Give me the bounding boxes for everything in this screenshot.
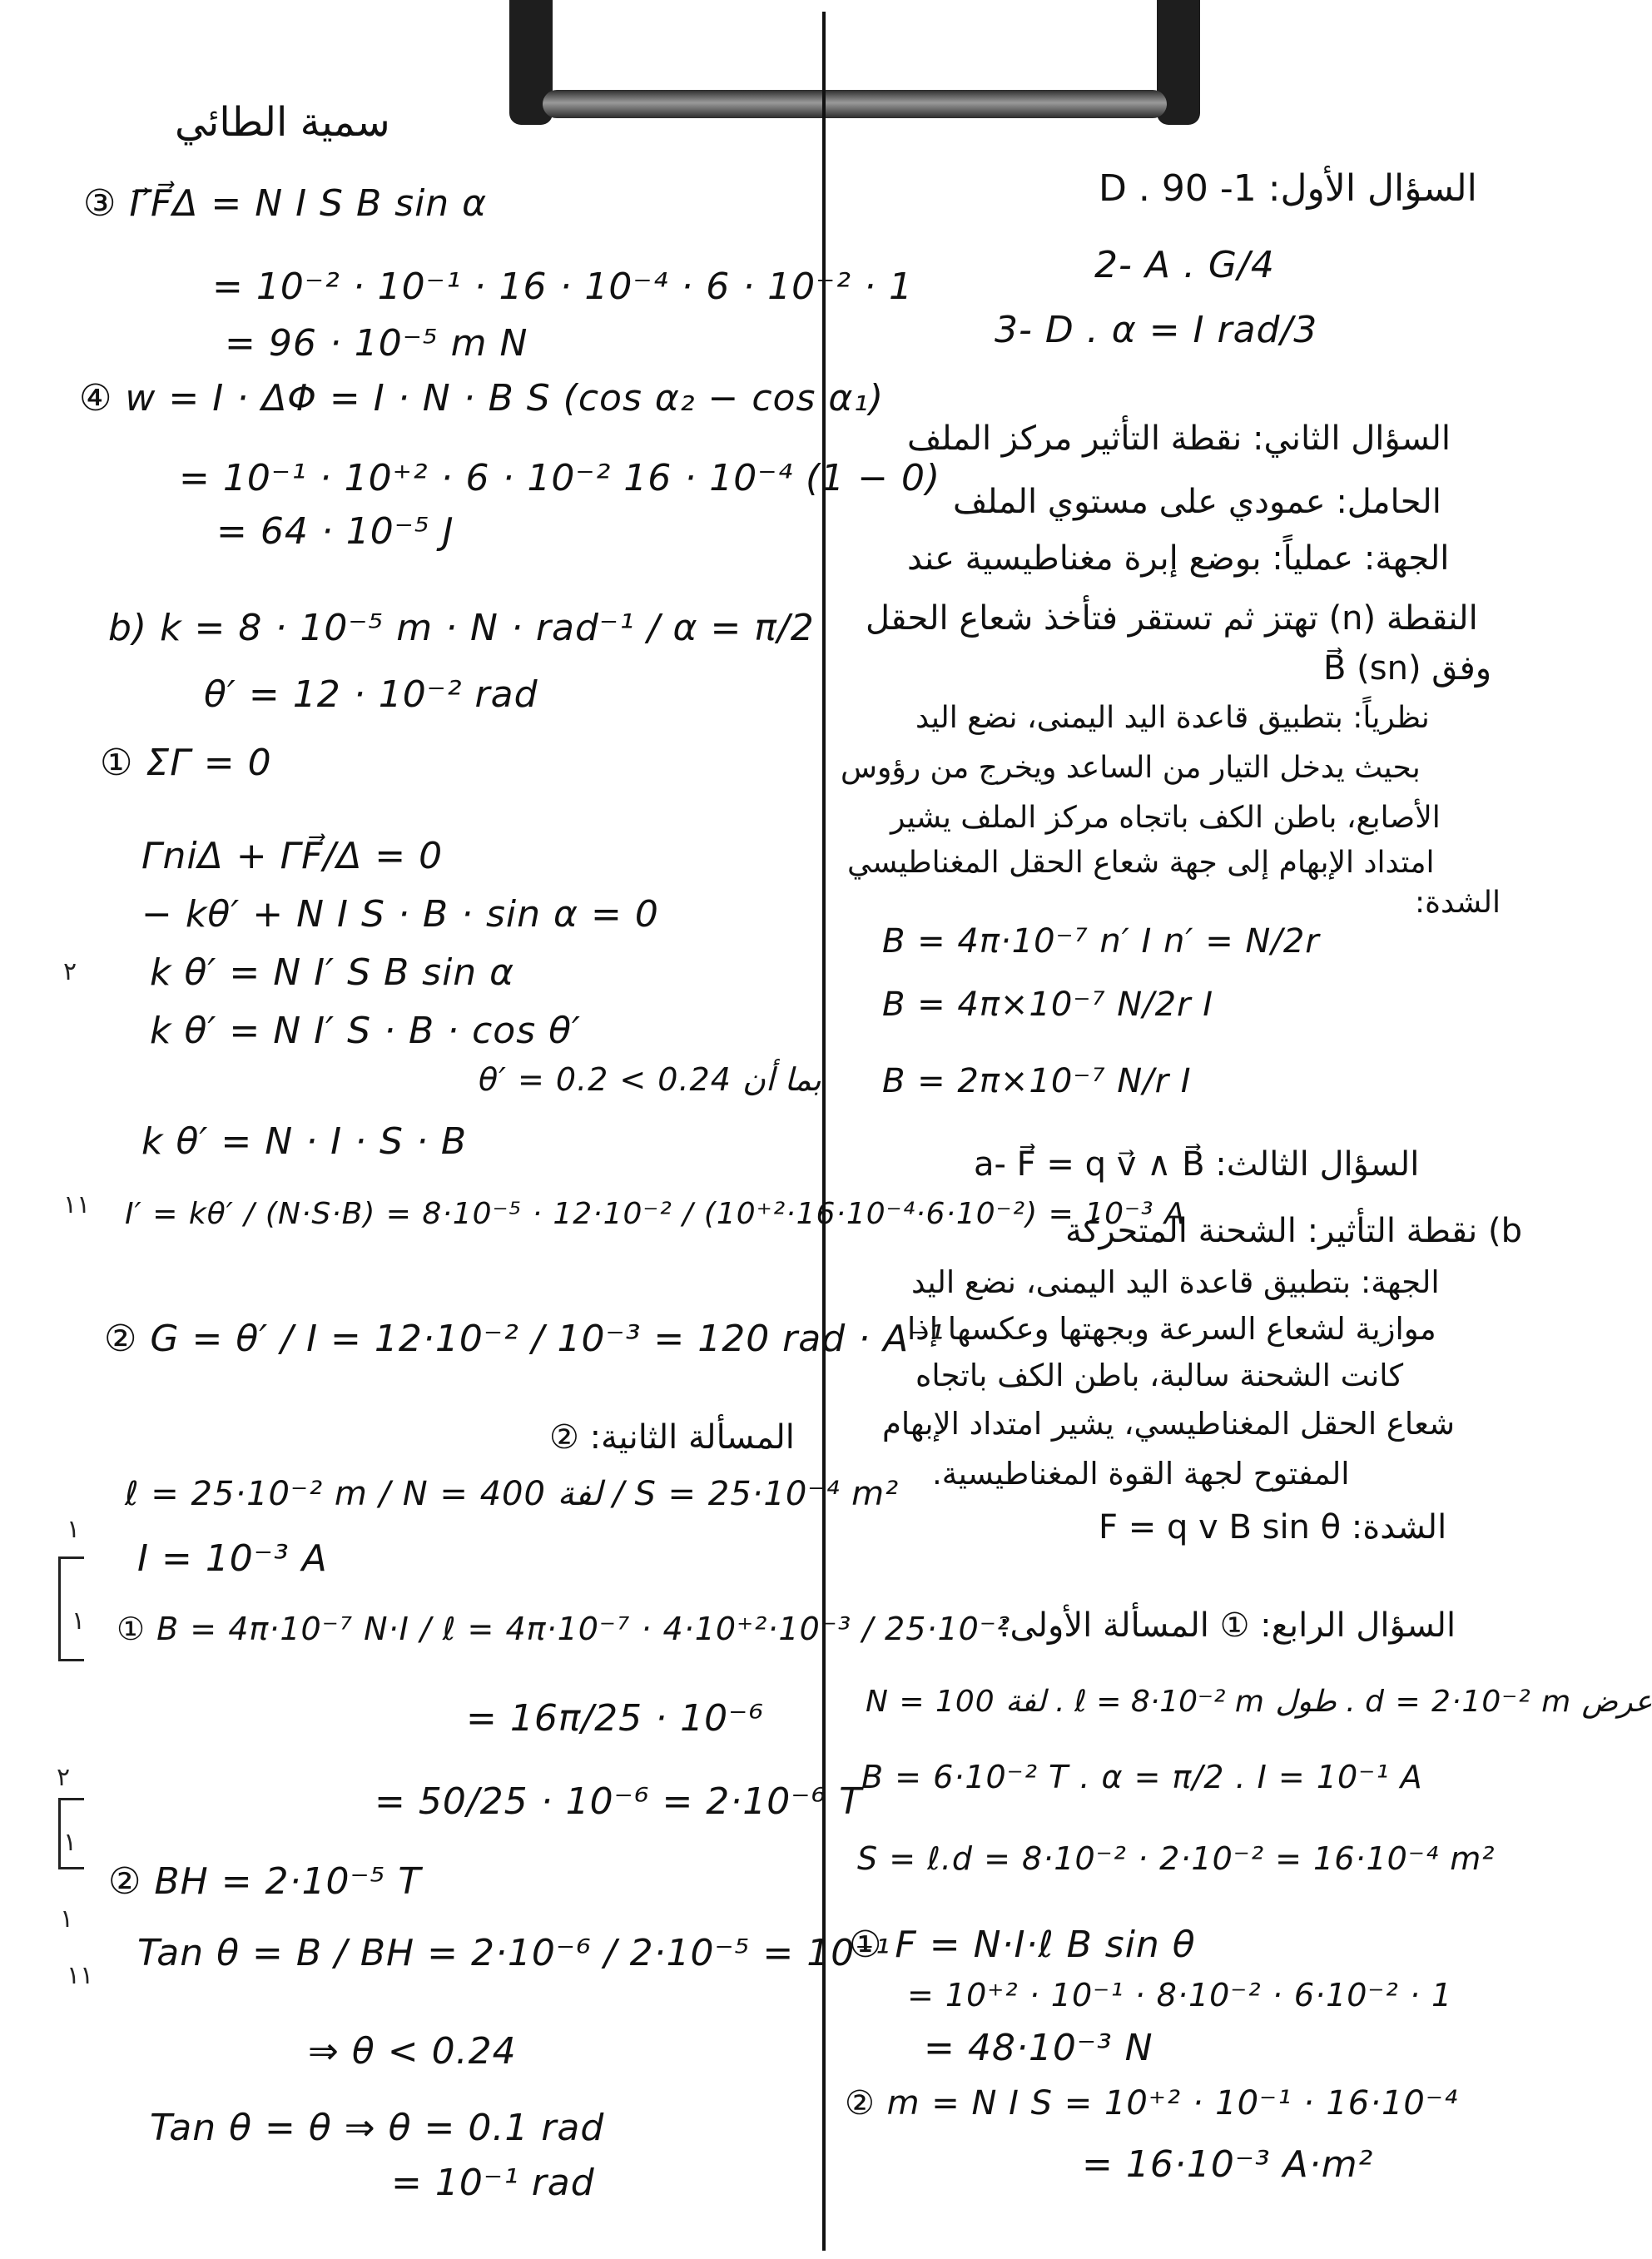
- right-line-7: النقطة (n) تهتز ثم تستقر فتأخذ شعاع الحقل: [866, 599, 1478, 638]
- right-line-26: N = 100 لفة . ℓ = 8·10⁻² m طول . d = 2·10⁻² m عرض: [866, 1685, 1652, 1719]
- right-line-22: شعاع الحقل المغناطيسي، يشير امتداد الإبهام: [882, 1406, 1456, 1442]
- margin-mark: ١١: [67, 1961, 94, 1990]
- right-line-4: السؤال الثاني: نقطة التأثير مركز الملف: [907, 420, 1451, 458]
- left-line-2: = 10⁻² · 10⁻¹ · 16 · 10⁻⁴ · 6 · 10⁻² · 1: [212, 266, 913, 308]
- right-line-29: ① F = N·I·ℓ B sin θ: [849, 1924, 1196, 1966]
- left-line-22: = 16π/25 · 10⁻⁶: [466, 1697, 764, 1740]
- left-line-1: ③ Γ⃗F⃗Δ = N I S B sin α: [83, 182, 488, 225]
- left-line-23: = 50/25 · 10⁻⁶ = 2·10⁻⁶ T: [375, 1780, 862, 1823]
- left-line-21: ① B = 4π·10⁻⁷ N·I / ℓ = 4π·10⁻⁷ · 4·10⁺²·10⁻³ / 25·10⁻²: [117, 1611, 1011, 1647]
- right-line-9: نظرياً: بتطبيق قاعدة اليد اليمنى، نضع اليد: [915, 701, 1430, 735]
- right-line-28: S = ℓ.d = 8·10⁻² · 2·10⁻² = 16·10⁻⁴ m²: [857, 1840, 1496, 1877]
- left-line-6: = 64 · 10⁻⁵ J: [216, 510, 454, 553]
- left-line-25: Tan θ = B / BH = 2·10⁻⁶ / 2·10⁻⁵ = 10⁻¹: [137, 1932, 891, 1974]
- clipboard-clip: [509, 0, 1200, 141]
- page-title: سمية الطائي: [175, 99, 390, 146]
- left-line-5: = 10⁻¹ · 10⁺² · 6 · 10⁻² 16 · 10⁻⁴ (1 − 0): [179, 457, 941, 499]
- right-line-30: = 10⁺² · 10⁻¹ · 8·10⁻² · 6·10⁻² · 1: [907, 1977, 1453, 2013]
- left-line-13: k θ′ = N I′ S · B · cos θ′: [150, 1010, 582, 1052]
- right-line-8: وفق (sn) B⃗: [1323, 649, 1492, 688]
- left-line-10: ΓniΔ + ΓF⃗/Δ = 0: [141, 835, 444, 877]
- left-line-7: b) k = 8 · 10⁻⁵ m · N · rad⁻¹ / α = π/2: [108, 607, 815, 649]
- left-line-14: θ′ = 0.2 < 0.24 بما أن: [479, 1061, 821, 1098]
- margin-mark: ١: [67, 1515, 81, 1544]
- right-line-23: المفتوح لجهة القوة المغناطيسية.: [932, 1456, 1350, 1492]
- right-line-18: b) نقطة التأثير: الشحنة المتحركة: [1065, 1212, 1522, 1250]
- margin-mark: ١١: [63, 1190, 91, 1219]
- margin-mark: ١: [60, 1904, 74, 1934]
- right-line-6: الجهة: عملياً: بوضع إبرة مغناطيسية عند: [907, 539, 1450, 578]
- right-line-14: B = 4π·10⁻⁷ n′ I n′ = N/2r: [882, 922, 1320, 961]
- right-line-19: الجهة: بتطبيق قاعدة اليد اليمنى، نضع اليد: [911, 1264, 1440, 1300]
- margin-mark: ١: [63, 1828, 77, 1857]
- right-line-31: = 48·10⁻³ N: [924, 2027, 1153, 2069]
- left-line-28: = 10⁻¹ rad: [391, 2162, 595, 2204]
- right-line-13: الشدة:: [1415, 886, 1501, 920]
- margin-mark: ١: [72, 1606, 86, 1636]
- right-line-21: كانت الشحنة سالبة، باطن الكف باتجاه: [915, 1358, 1404, 1393]
- margin-mark: ٢: [57, 1763, 71, 1792]
- margin-mark: ٢: [63, 957, 77, 986]
- right-line-1: السؤال الأول: 1- D . 90: [1099, 167, 1477, 210]
- left-line-16: I′ = kθ′ / (N·S·B) = 8·10⁻⁵ · 12·10⁻² / (10⁺²·16·10⁻⁴·6·10⁻²) = 10⁻³ A: [125, 1197, 1186, 1231]
- right-line-16: B = 2π×10⁻⁷ N/r I: [882, 1062, 1192, 1100]
- left-line-27: Tan θ = θ ⇒ θ = 0.1 rad: [150, 2107, 605, 2149]
- margin-bracket: [58, 1798, 84, 1869]
- right-line-24: الشدة: F = q v B sin θ: [1099, 1508, 1447, 1547]
- left-line-15: k θ′ = N · I · S · B: [141, 1120, 468, 1163]
- left-line-11: − kθ′ + N I S · B · sin α = 0: [141, 893, 659, 936]
- left-line-20: I = 10⁻³ A: [137, 1537, 328, 1580]
- right-line-2: 2- A . G/4: [1094, 244, 1275, 286]
- right-line-27: B = 6·10⁻² T . α = π/2 . I = 10⁻¹ A: [861, 1759, 1423, 1795]
- right-line-5: الحامل: عمودي على مستوي الملف: [953, 483, 1441, 521]
- left-line-26: ⇒ θ < 0.24: [308, 2030, 517, 2073]
- right-line-20: موازية لشعاع السرعة وبجهتها وعكسها إذا: [907, 1311, 1436, 1347]
- left-line-12: k θ′ = N I′ S B sin α: [150, 951, 515, 994]
- right-line-32: ② m = N I S = 10⁺² · 10⁻¹ · 16·10⁻⁴: [845, 2084, 1459, 2122]
- right-line-15: B = 4π×10⁻⁷ N/2r I: [882, 986, 1213, 1024]
- left-line-3: = 96 · 10⁻⁵ m N: [225, 322, 528, 365]
- margin-bracket: [58, 1556, 84, 1661]
- right-line-11: الأصابع، باطن الكف باتجاه مركز الملف يشير: [890, 801, 1441, 835]
- left-line-8: θ′ = 12 · 10⁻² rad: [204, 673, 538, 716]
- clip-bar: [543, 90, 1167, 118]
- right-line-10: بحيث يدخل التيار من الساعد ويخرج من رؤوس: [841, 751, 1421, 785]
- right-line-12: امتداد الإبهام إلى جهة شعاع الحقل المغناطيسي: [847, 846, 1435, 880]
- left-line-24: ② BH = 2·10⁻⁵ T: [108, 1860, 422, 1903]
- right-line-25: السؤال الرابع: ① المسألة الأولى:: [999, 1606, 1456, 1645]
- left-line-19: ℓ = 25·10⁻² m / N = 400 لفة / S = 25·10⁻⁴ m²: [125, 1475, 900, 1513]
- left-line-17: ② G = θ′ / I = 12·10⁻² / 10⁻³ = 120 rad · A⁻¹: [104, 1318, 945, 1360]
- left-line-4: ④ w = I · ΔΦ = I · N · B S (cos α₂ − cos α₁): [79, 377, 885, 420]
- left-line-9: ① ΣΓ = 0: [100, 742, 272, 784]
- right-line-33: = 16·10⁻³ A·m²: [1082, 2143, 1374, 2186]
- right-line-17: السؤال الثالث: a- F⃗ = q v⃗ ∧ B⃗: [974, 1145, 1420, 1184]
- right-line-3: 3- D . α = I rad/3: [995, 309, 1318, 351]
- left-line-18: المسألة الثانية: ②: [549, 1418, 795, 1457]
- column-divider: [822, 12, 826, 2251]
